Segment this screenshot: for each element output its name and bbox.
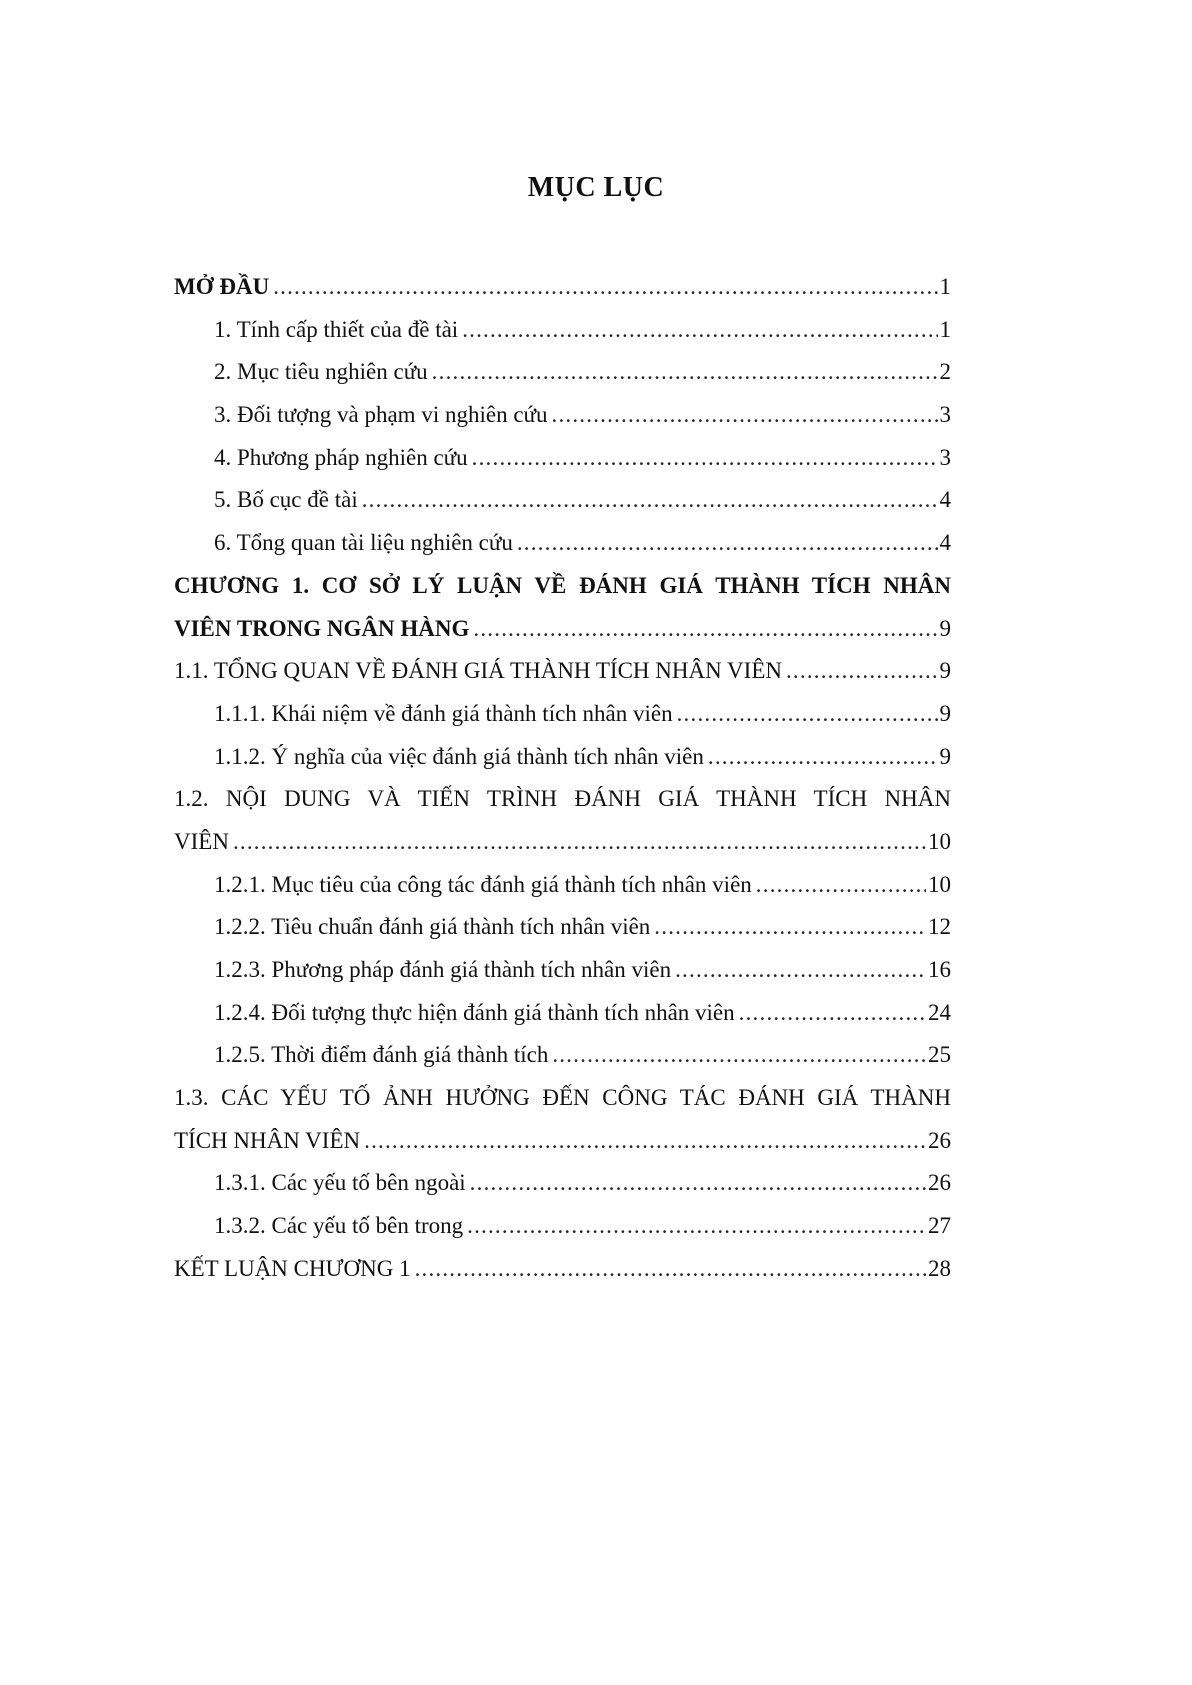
toc-page-number: 3: [939, 444, 951, 470]
toc-dot-leader: [362, 479, 938, 522]
toc-page-number: 10: [928, 871, 951, 897]
toc-entry-label: 1.3.1. Các yếu tố bên ngoài: [214, 1170, 466, 1196]
toc-entry-label: 3. Đối tượng và phạm vi nghiên cứu: [214, 402, 548, 428]
toc-page-number: 9: [939, 700, 951, 726]
toc-entry-1-2-5: [174, 1034, 951, 1077]
toc-entry-1-2: [174, 821, 951, 864]
toc-entry-1-3-line-1: 1.3. CÁC YẾU TỐ ẢNH HƯỞNG ĐẾN CÔNG TÁC ĐÁNH GIÁ THÀNH: [174, 1085, 951, 1111]
toc-entry-1-2-line-1: 1.2. NỘI DUNG VÀ TIẾN TRÌNH ĐÁNH GIÁ THÀNH TÍCH NHÂN: [174, 786, 951, 812]
toc-entry-1-2-2: [174, 906, 951, 949]
toc-dot-leader: [233, 821, 926, 864]
toc-dot-leader: [756, 864, 926, 907]
toc-entry-label: 1.2.4. Đối tượng thực hiện đánh giá thành tích nhân viên: [214, 999, 735, 1025]
toc-entry-label: 1. Tính cấp thiết của đề tài: [214, 316, 459, 342]
toc-page-number: 2: [939, 359, 951, 385]
toc-entry-label: 1.2.2. Tiêu chuẩn đánh giá thành tích nhân viên: [214, 914, 651, 940]
toc-entry-5: [174, 479, 951, 522]
toc-entry-6: [174, 522, 951, 565]
toc-entry-3: [174, 394, 951, 437]
toc-page-number: 16: [928, 957, 951, 982]
toc-page-number: 1: [939, 316, 951, 342]
toc-dot-leader: [677, 693, 938, 736]
toc-dot-leader: [462, 309, 937, 352]
toc-entry-1-2-1: [174, 864, 951, 907]
toc-entry-1-1-1: [174, 693, 951, 736]
toc-page-number: 27: [928, 1213, 951, 1239]
toc-entry-label: 1.1. TỔNG QUAN VỀ ĐÁNH GIÁ THÀNH TÍCH NHÂN VIÊN: [174, 658, 782, 684]
toc-page-number: 9: [939, 658, 951, 684]
toc-dot-leader: [708, 736, 938, 779]
toc-dot-leader: [273, 266, 937, 309]
toc-dot-leader: [675, 949, 926, 992]
toc-entry-1-1-2: [174, 736, 951, 779]
toc-entry-ket-luan-chuong-1: [174, 1248, 951, 1291]
toc-page-number: 1: [939, 274, 951, 299]
toc-entry-label: MỞ ĐẦU: [174, 274, 270, 299]
toc-page-number: 9: [939, 615, 951, 641]
toc-dot-leader: [467, 1205, 926, 1248]
toc-dot-leader: [654, 906, 926, 949]
toc-entry-label: 5. Bố cục đề tài: [214, 487, 358, 513]
toc-entry-1-2-3: [174, 949, 951, 992]
toc-entry-label: 4. Phương pháp nghiên cứu: [214, 444, 468, 470]
toc-dot-leader: [552, 394, 938, 437]
toc-entry-label: 1.2.3. Phương pháp đánh giá thành tích nhân viên: [214, 957, 672, 982]
toc-entry-label: 1.2.1. Mục tiêu của công tác đánh giá thành tích nhân viên: [214, 871, 752, 897]
toc-entry-mo-dau: [174, 266, 951, 309]
toc-entry-label: 1.3.2. Các yếu tố bên trong: [214, 1213, 464, 1239]
page-title: MỤC LỤC: [527, 172, 665, 203]
toc-dot-leader: [552, 1034, 926, 1077]
toc-page-number: 26: [928, 1170, 951, 1196]
toc-dot-leader: [517, 522, 938, 565]
toc-page-number: 3: [939, 402, 951, 428]
toc-entry-4: [174, 437, 951, 480]
toc-entry-label: 1.1.1. Khái niệm về đánh giá thành tích nhân viên: [214, 700, 673, 726]
toc-dot-leader: [472, 437, 938, 480]
toc-page-number: 4: [939, 487, 951, 513]
toc-page-number: 24: [928, 999, 951, 1025]
toc-page-number: 26: [928, 1127, 951, 1153]
toc-entry-label: 2. Mục tiêu nghiên cứu: [214, 359, 428, 385]
toc-entry-1-2-4: [174, 992, 951, 1035]
toc-entry-1-1: [174, 650, 951, 693]
toc-page-number: 28: [928, 1255, 951, 1281]
toc-entry-label: KẾT LUẬN CHƯƠNG 1: [174, 1255, 411, 1281]
toc-entry-1: [174, 309, 951, 352]
toc-dot-leader: [470, 1162, 926, 1205]
toc-entry-chapter-1: [174, 608, 951, 651]
toc-entry-label: VIÊN: [174, 828, 229, 854]
toc-page-number: 10: [928, 828, 951, 854]
toc-entry-label: 6. Tổng quan tài liệu nghiên cứu: [214, 530, 513, 556]
toc-dot-leader: [786, 650, 938, 693]
toc-entry-1-3-1: [174, 1162, 951, 1205]
toc-dot-leader: [432, 351, 938, 394]
toc-entry-label: TÍCH NHÂN VIÊN: [174, 1127, 361, 1153]
toc-entry-chapter-1-line-1: CHƯƠNG 1. CƠ SỞ LÝ LUẬN VỀ ĐÁNH GIÁ THÀNH TÍCH NHÂN: [174, 572, 951, 598]
toc-entry-label: VIÊN TRONG NGÂN HÀNG: [174, 615, 470, 641]
toc-entry-2: [174, 351, 951, 394]
toc-dot-leader: [415, 1248, 926, 1291]
toc-entry-label: 1.2.5. Thời điểm đánh giá thành tích: [214, 1042, 549, 1068]
toc-entry-1-3: [174, 1120, 951, 1163]
toc-page-number: 9: [939, 743, 951, 769]
toc-page-number: 12: [928, 914, 951, 940]
toc-page-number: 25: [928, 1042, 951, 1068]
toc-entry-1-3-2: [174, 1205, 951, 1248]
toc-dot-leader: [473, 608, 937, 651]
table-of-contents: [174, 266, 951, 1291]
toc-dot-leader: [739, 992, 926, 1035]
toc-page-number: 4: [939, 530, 951, 556]
toc-dot-leader: [364, 1120, 926, 1163]
toc-entry-label: 1.1.2. Ý nghĩa của việc đánh giá thành tích nhân viên: [214, 743, 704, 769]
